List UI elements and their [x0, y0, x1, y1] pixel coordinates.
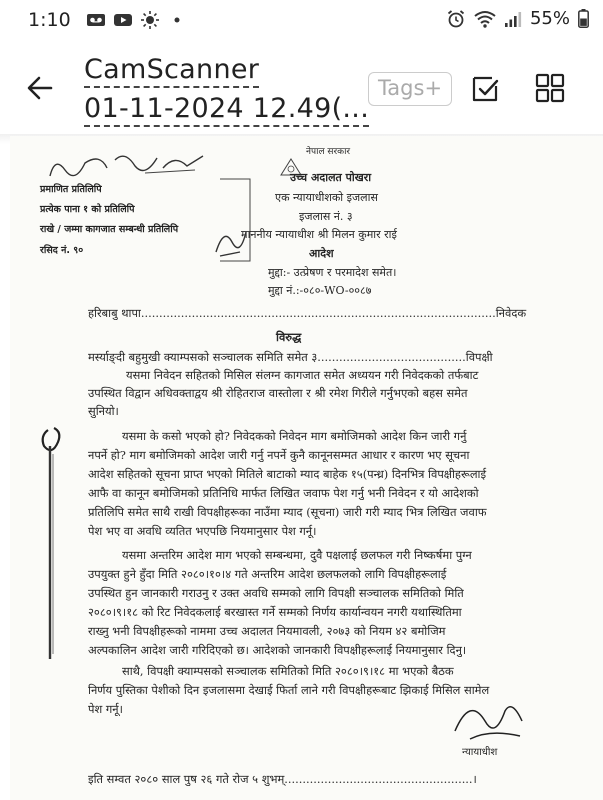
para3-line: उपस्थित हुन जानकारी गराउनु र उक्त अवधि सम्मको लागि विपक्षी सञ्चालक समितिको मिति [88, 586, 464, 600]
dot-icon [167, 10, 187, 30]
status-time: 1:10 [28, 9, 71, 31]
para3-line: २०८०।९।१८ को रिट निवेदकलाई बरखास्त गर्ने सम्मको निर्णय कार्यान्वयन नगरी यथास्थितिमा [88, 605, 462, 619]
order-title: आदेश [309, 247, 334, 260]
wifi-icon [474, 9, 496, 29]
youtube-icon [113, 10, 133, 30]
para2-line: आदेश सहितको सूचना प्राप्त भएको मितिले बाटाको म्याद बाहेक १५(पन्ध्र) दिनभित्र विपक्षीहरूलाई [88, 467, 487, 481]
case-number: मुद्दा नं.:-०८०-WO-००८७ [268, 284, 372, 297]
thread-tag [38, 424, 68, 664]
document-file-name[interactable]: 01-11-2024 12.49(... [84, 93, 369, 127]
case-subject: मुद्दा:- उत्प्रेषण र परमादेश समेत। [268, 266, 397, 279]
judge-initials [210, 222, 250, 262]
notification-icons [86, 10, 187, 30]
stamp-line-1: प्रमाणित प्रतिलिपि [40, 184, 102, 195]
para1-line: यसमा निवेदन सहितको मिसिल संलग्न कागजात समेत अध्ययन गरी निवेदकको तर्फबाट [126, 368, 479, 382]
respondent-line: मर्स्याङ्दी बहुमुखी क्याम्पसको सञ्चालक समिति समेत ३.........................................विपक्षी [88, 350, 493, 364]
back-arrow-icon[interactable] [26, 74, 54, 102]
para4-line: निर्णय पुस्तिका पेशीको दिन इजलासमा देखाई फिर्ता लाने गरी विपक्षीहरूबाट झिकाई मिसिल सामेल [88, 683, 490, 697]
judge-sign-label: न्यायाधीश [462, 747, 498, 758]
system-icons [446, 8, 589, 29]
versus-heading: विरुद्ध [276, 330, 302, 344]
battery-percent: 55% [529, 8, 570, 29]
para4-line: साथै, विपक्षी क्याम्पसको सञ्चालक समितिको मिति २०८०।९।१८ मा भएको बैठक [122, 664, 454, 678]
para3-line: उपयुक्त हुने हुँदा मिति २०८०।१०।४ गते अन्तरिम आदेश छलफलको लागि विपक्षीहरूलाई [88, 567, 447, 581]
para2-line: नपर्ने हो? माग बमोजिमको आदेश जारी गर्नु नपर्ने कुनै कानूनसम्मत आधार र कारण भए सूचना [88, 448, 470, 462]
date-line: इति सम्वत २०८० साल पुष २६ गते रोज ५ शुभम्....................................................। [88, 772, 477, 786]
para1-line: सुनियो। [88, 404, 119, 418]
para3-line: अल्पकालिन आदेश जारी गरिदिएको छ। आदेशको जानकारी विपक्षीहरूलाई नियमानुसार दिनु। [88, 643, 467, 657]
bench-name: एक न्यायाधीशको इजलास [275, 191, 378, 204]
para3-line: राख्नु भनी विपक्षीहरूको नाममा उच्च अदालत नियमावली, २०७३ को नियम ४२ बमोजिम [88, 624, 446, 638]
document-app-title[interactable]: CamScanner [84, 54, 259, 88]
para2-line: पेश भए वा अवधि व्यतित भएपछि नियमानुसार पेश गर्नू। [88, 524, 317, 538]
alarm-icon [446, 9, 466, 29]
para2-line: आफै वा कानून बमोजिमको प्रतिनिधि मार्फत लिखित जवाफ पेश गर्नु भनी निवेदन र यो आदेशको [88, 486, 479, 500]
signal-icon [504, 10, 522, 28]
para2-line: यसमा के कसो भएको हो? निवेदकको निवेदन माग बमोजिमको आदेश किन जारी गर्नु [122, 429, 467, 443]
ijlas-number: इजलास नं. ३ [299, 210, 353, 223]
para4-line: पेश गर्नू। [88, 702, 123, 716]
petitioner-line: हरिबाबु थापा..................................................................................................निवेदक [88, 306, 527, 320]
para2-line: प्रतिलिपि समेत साथै राखी विपक्षीहरूका नाउँमा म्याद (सूचना) जारी गरी म्याद भित्र लिखित जवाफ [88, 505, 487, 519]
status-bar [0, 0, 603, 44]
stamp-line-3: राखे / जम्मा कागजात सम्बन्धी प्रतिलिपि [40, 224, 179, 235]
multi-select-icon[interactable] [470, 72, 502, 104]
scanned-page [10, 136, 603, 800]
stamp-line-4: रसिद नं. ९० [40, 245, 84, 256]
document-viewer[interactable] [0, 134, 603, 800]
tags-button[interactable]: Tags+ [368, 72, 452, 106]
court-name: उच्च अदालत पोखरा [290, 171, 372, 184]
para1-line: उपस्थित विद्वान अधिवक्ताद्वय श्री रोहितराज वास्तोला र श्री रमेश गिरीले गर्नुभएको बहस समेत [88, 386, 468, 400]
sun-icon [140, 10, 160, 30]
app-toolbar [0, 48, 603, 130]
grid-view-icon[interactable] [534, 72, 566, 104]
judge-name: माननीय न्यायाधीश श्री मिलन कुमार राई [241, 228, 397, 241]
battery-icon [578, 9, 589, 28]
judge-signature [450, 691, 530, 751]
stamp-line-2: प्रत्येक पाना १ को प्रतिलिपि [40, 204, 135, 215]
para3-line: यसमा अन्तरिम आदेश माग भएको सम्बन्धमा, दुवै पक्षलाई छलफल गरी निष्कर्षमा पुग्न [122, 548, 472, 562]
nepal-sarkar: नेपाल सरकार [306, 147, 351, 157]
handwritten-note [45, 148, 215, 183]
voicemail-icon [86, 10, 106, 30]
